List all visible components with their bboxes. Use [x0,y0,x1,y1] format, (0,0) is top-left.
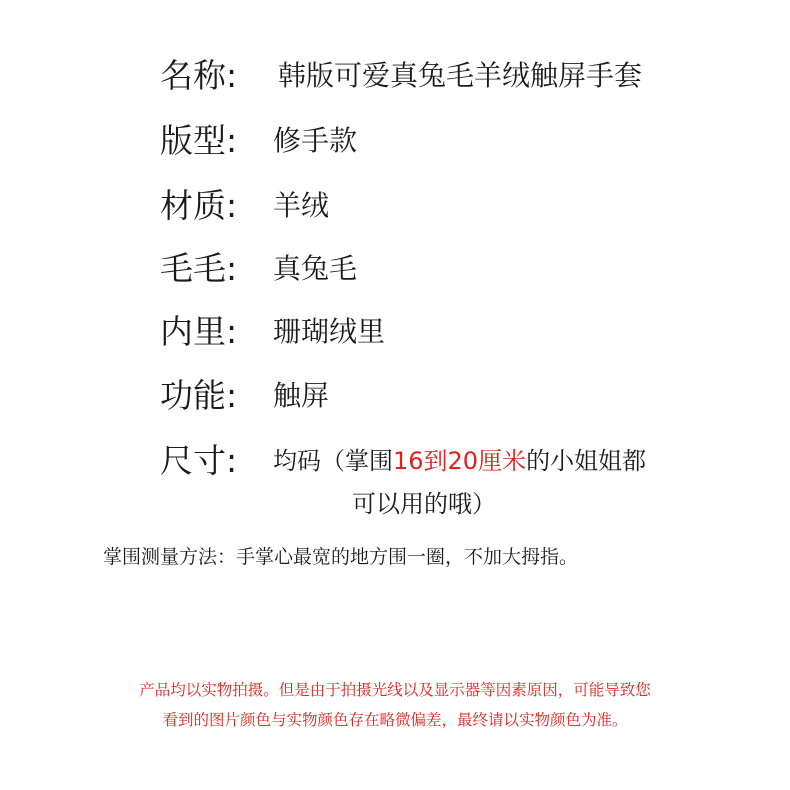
spec-row-fur [0,245,790,293]
spec-label-function: 功能: [160,376,238,415]
spec-value-function: 触屏 [273,379,330,412]
size-value-highlight: 16到20厘米 [393,447,527,475]
spec-label-fit: 版型: [160,121,238,160]
disclaimer-line2: 看到的图片颜色与实物颜色存在略微偏差，最终请以实物颜色为准。 [162,711,628,729]
spec-label-fur: 毛毛: [160,249,238,288]
spec-row-function [0,372,790,420]
measurement-note: 掌围测量方法：手掌心最宽的地方围一圈，不加大拇指。 [103,546,579,568]
spec-label-lining: 内里: [160,312,238,351]
spec-value-lining: 珊瑚绒里 [273,315,386,348]
size-value-suffix: 的小姐姐都 [526,447,647,475]
spec-row-material [0,182,790,230]
spec-row-lining [0,308,790,356]
spec-row-fit [0,117,790,165]
spec-label-material: 材质: [160,186,238,225]
spec-label-size: 尺寸: [160,441,238,480]
spec-row-name [0,52,790,100]
size-value-line2: 可以用的哦） [352,490,496,518]
spec-label-name: 名称: [160,56,238,95]
spec-value-name: 韩版可爱真兔毛羊绒触屏手套 [278,59,643,92]
spec-row-size [0,437,790,485]
size-value-prefix: 均码（掌围 [273,447,393,475]
spec-value-size [273,437,646,485]
disclaimer-line1: 产品均以实物拍摄。但是由于拍摄光线以及显示器等因素原因，可能导致您 [139,681,651,699]
spec-value-fit: 修手款 [273,124,358,157]
spec-value-fur: 真兔毛 [273,252,358,285]
spec-value-material: 羊绒 [273,189,330,222]
